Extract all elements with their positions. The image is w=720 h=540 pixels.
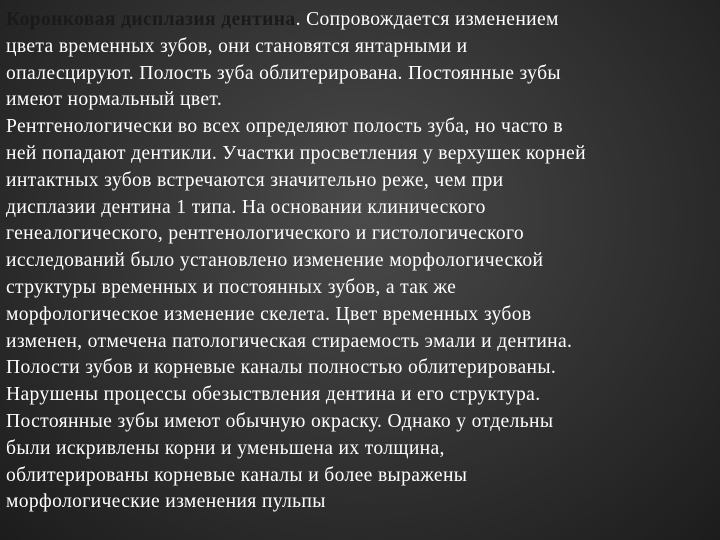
text-line-7: интактных зубов встречаются значительно реже, чем при: [6, 169, 504, 191]
text-line-8: дисплазии дентина 1 типа. На основании клинического: [6, 196, 486, 218]
text-line-9: генеалогического, рентгенологического и гистологического: [6, 223, 525, 245]
text-line-6: ней попадают дентикли. Участки просветления у верхушек корней: [6, 142, 586, 164]
text-line-13: изменен, отмечена патологическая стираемость эмали и дентина.: [6, 330, 573, 352]
text-line-14: Полости зубов и корневые каналы полностью облитерированы.: [6, 357, 557, 379]
text-line-12: морфологическое изменение скелета. Цвет временных зубов: [6, 303, 532, 325]
slide-title: Коронковая дисплазия дентина: [6, 9, 296, 30]
text-line-5: Рентгенологически во всех определяют полость зуба, но часто в: [6, 116, 563, 138]
text-line-10: исследований было установлено изменение морфологической: [6, 250, 544, 272]
title-continuation: . Сопровождается изменением: [295, 9, 559, 30]
text-line-16: Постоянные зубы имеют обычную окраску. Однако у отдельны: [6, 410, 554, 432]
slide-text-block: [6, 7, 714, 516]
text-line-1: [6, 7, 714, 34]
text-line-2: цвета временных зубов, они становятся янтарными и: [6, 35, 468, 57]
text-line-18: облитерированы корневые каналы и более выражены: [6, 464, 468, 486]
text-line-3: опалесцируют. Полость зуба облитерирована. Постоянные зубы: [6, 62, 561, 84]
text-line-17: были искривлены корни и уменьшена их толщина,: [6, 437, 445, 459]
text-line-11: структуры временных и постоянных зубов, а так же: [6, 276, 457, 298]
text-line-15: Нарушены процессы обезыствления дентина и его структура.: [6, 384, 541, 406]
text-line-4: имеют нормальный цвет.: [6, 89, 223, 111]
text-line-19: морфологические изменения пульпы: [6, 491, 326, 513]
